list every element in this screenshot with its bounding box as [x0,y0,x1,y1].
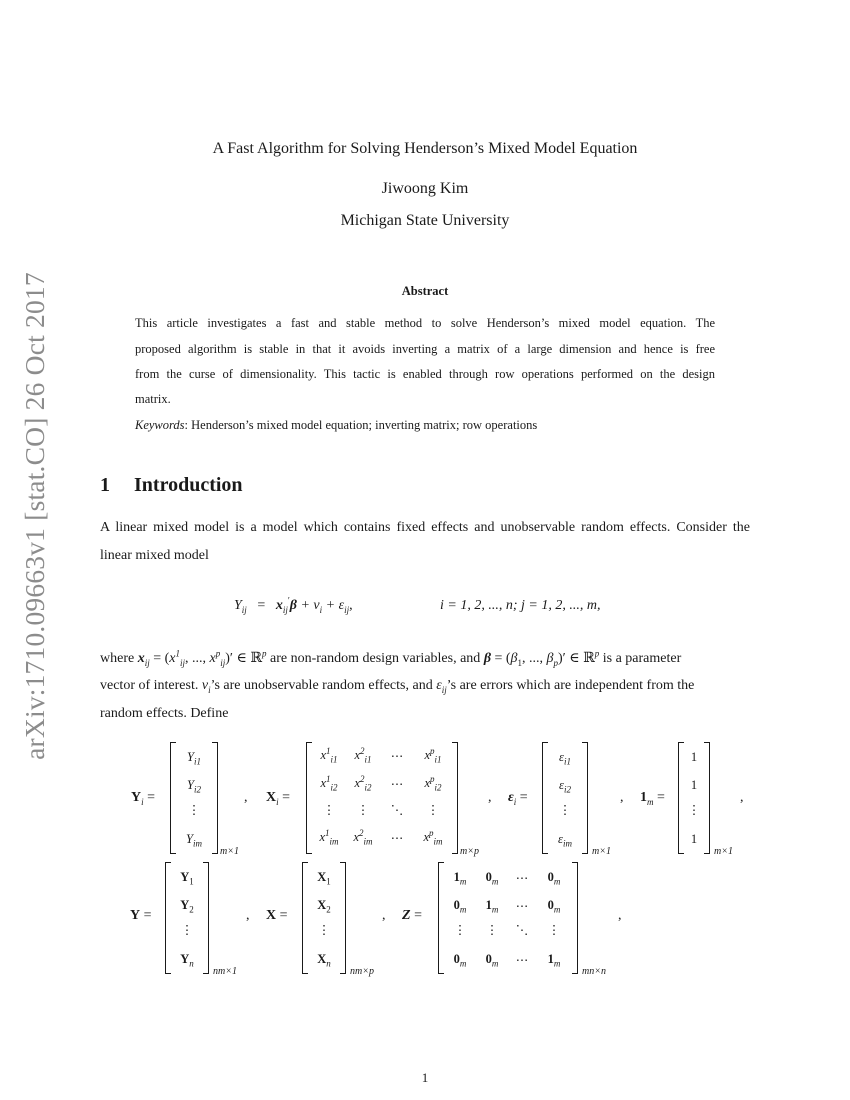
where-line: where $x_{ij} = (x^1_{ij}$, ..., $x^p_{ij})'$ ∈ ℝ$^p$ are non-random design variables, and $\beta = (\beta_1$, ..., $\beta_p)'$ ∈ ℝ$^p$ is a parameter [100,648,682,668]
section-heading [100,474,243,497]
matrix-label-X: X = [266,908,288,923]
page-number: 1 [421,1070,429,1085]
abstract-line: proposed algorithm is stable in that it avoids inverting a matrix of a large dimension and hence is free [135,342,715,356]
where-line: random effects. Define [100,706,229,721]
keywords-line [135,418,715,433]
paper-title: A Fast Algorithm for Solving Henderson’s Mixed Model Equation [212,140,638,157]
matrix-Yi: $Y_{i1}$ $Y_{i2}$ ⋮ $Y_{im}$ m×1 [170,742,218,854]
matrix-label-epsi: $\varepsilon_i$ = [508,790,528,807]
matrix-label-ones: $1_m$ = [640,790,665,807]
matrix-Xi: $x^1_{i1}$ $x^2_{i1}$ ⋯ $x^p_{i1}$ $x^1_{i2}$ $x^2_{i2}$ ⋯ $x^p_{i2}$ ⋮ ⋮ ⋱ ⋮ $x^1_{im}$ $x^2_{im}$ ⋯ $x^p_{im}$ m×p [306,742,458,854]
matrix-label-Y: Y = [130,908,152,923]
model-equation-indices: i = 1, 2, ..., n; j = 1, 2, ..., m, [440,598,601,613]
section-number: 1 [100,474,110,496]
arxiv-identifier-stamp: arXiv:1710.09663v1 [stat.CO] 26 Oct 2017 [19,272,50,760]
section-title: Introduction [134,474,243,496]
where-line: vector of interest. $v_i’s$ are unobservable random effects, and $\varepsilon_{ij}’s$ are errors which are independent from the [100,678,695,695]
abstract-line: from the curse of dimensionality. This tactic is enabled through row operations performed on the design [135,367,715,381]
author-name: Jiwoong Kim [381,180,469,197]
abstract-line: matrix. [135,392,171,406]
matrix-X: $X_1$ $X_2$ ⋮ $X_n$ nm×p [302,862,346,974]
abstract-heading: Abstract [401,284,449,298]
intro-line: linear mixed model [100,548,209,563]
abstract-line: This article investigates a fast and stable method to solve Henderson’s mixed model equation. The [135,316,715,330]
matrix-ones: 1 1 ⋮ 1 m×1 [678,742,710,854]
keywords-text: : Henderson’s mixed model equation; inverting matrix; row operations [184,418,538,432]
model-equation: $Y_{ij} = x_{ij}'\beta + v_i + \varepsilon_{ij}$, [234,595,353,615]
matrix-label-Xi: $X_i$ = [266,790,291,807]
matrix-epsi: $\varepsilon_{i1}$ $\varepsilon_{i2}$ ⋮ $\varepsilon_{im}$ m×1 [542,742,588,854]
matrix-label-Yi: $Y_i$ = [131,790,156,807]
author-affiliation: Michigan State University [340,212,510,229]
matrix-label-Z: Z = [402,908,422,923]
keywords-label: Keywords [135,418,185,432]
matrix-Y: $Y_1$ $Y_2$ ⋮ $Y_n$ nm×1 [165,862,209,974]
matrix-Z: $1_m$ $0_m$ ⋯ $0_m$ $0_m$ $1_m$ ⋯ $0_m$ ⋮ ⋮ ⋱ ⋮ $0_m$ $0_m$ ⋯ $1_m$ mn×n [438,862,578,974]
intro-line: A linear mixed model is a model which contains fixed effects and unobservable random effects. Consider the [100,520,750,535]
